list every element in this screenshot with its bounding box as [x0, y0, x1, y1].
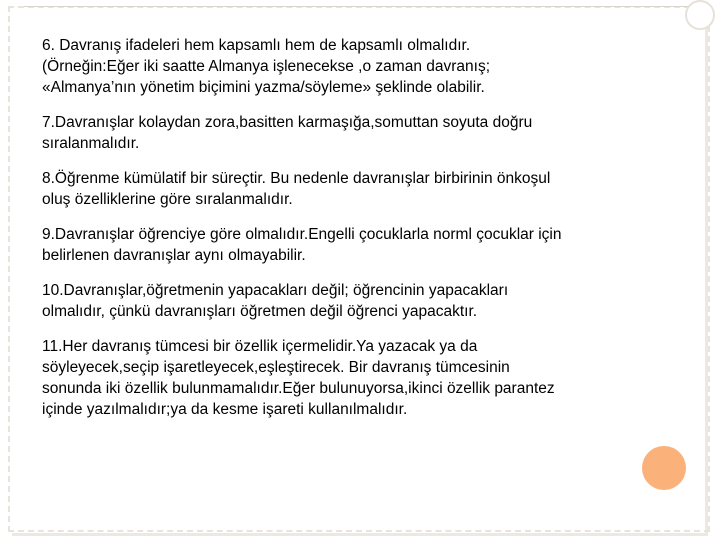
paragraph-item-8: 8.Öğrenme kümülatif bir süreçtir. Bu nedenle davranışlar birbirinin önkoşul oluş özelliklerine göre sıralanmalıdır. — [42, 170, 551, 208]
paragraph-item-11: 11.Her davranış tümcesi bir özellik içermelidir.Ya yazacak ya da söyleyecek,seçip işaretleyecek,eşleştirecek. Bir davranış tümcesinin sonunda iki özellik bulunmamalıdır.Eğer bulunuyorsa,ikinci özellik parantez içinde yazılmalıdır;ya da kesme işareti kullanılmalıdır. — [42, 338, 555, 418]
top-divider — [24, 6, 690, 7]
paragraph-item-6: 6. Davranış ifadeleri hem kapsamlı hem de kapsamlı olmalıdır. — [42, 37, 471, 54]
paragraph-item-9: 9.Davranışlar öğrenciye göre olmalıdır.Engelli çocuklarla norml çocuklar için belirlenen davranışlar aynı olmayabilir. — [42, 226, 562, 264]
slide-body — [42, 35, 648, 420]
paragraph-example: (Örneğin:Eğer iki saatte Almanya işlenecekse ,o zaman davranış; «Almanya’nın yönetim biçimini yazma/söyleme» şeklinde olabilir. — [42, 58, 491, 96]
paragraph-item-10: 10.Davranışlar,öğretmenin yapacakları değil; öğrencinin yapacakları olmalıdır, çünkü davranışları öğretmen değil öğrenci yapacaktır. — [42, 282, 509, 320]
paragraph-item-7: 7.Davranışlar kolaydan zora,basitten karmaşığa,somuttan soyuta doğru sıralanmalıdır. — [42, 114, 533, 152]
corner-circle-decoration — [685, 0, 715, 30]
orange-circle-decoration — [642, 446, 686, 490]
